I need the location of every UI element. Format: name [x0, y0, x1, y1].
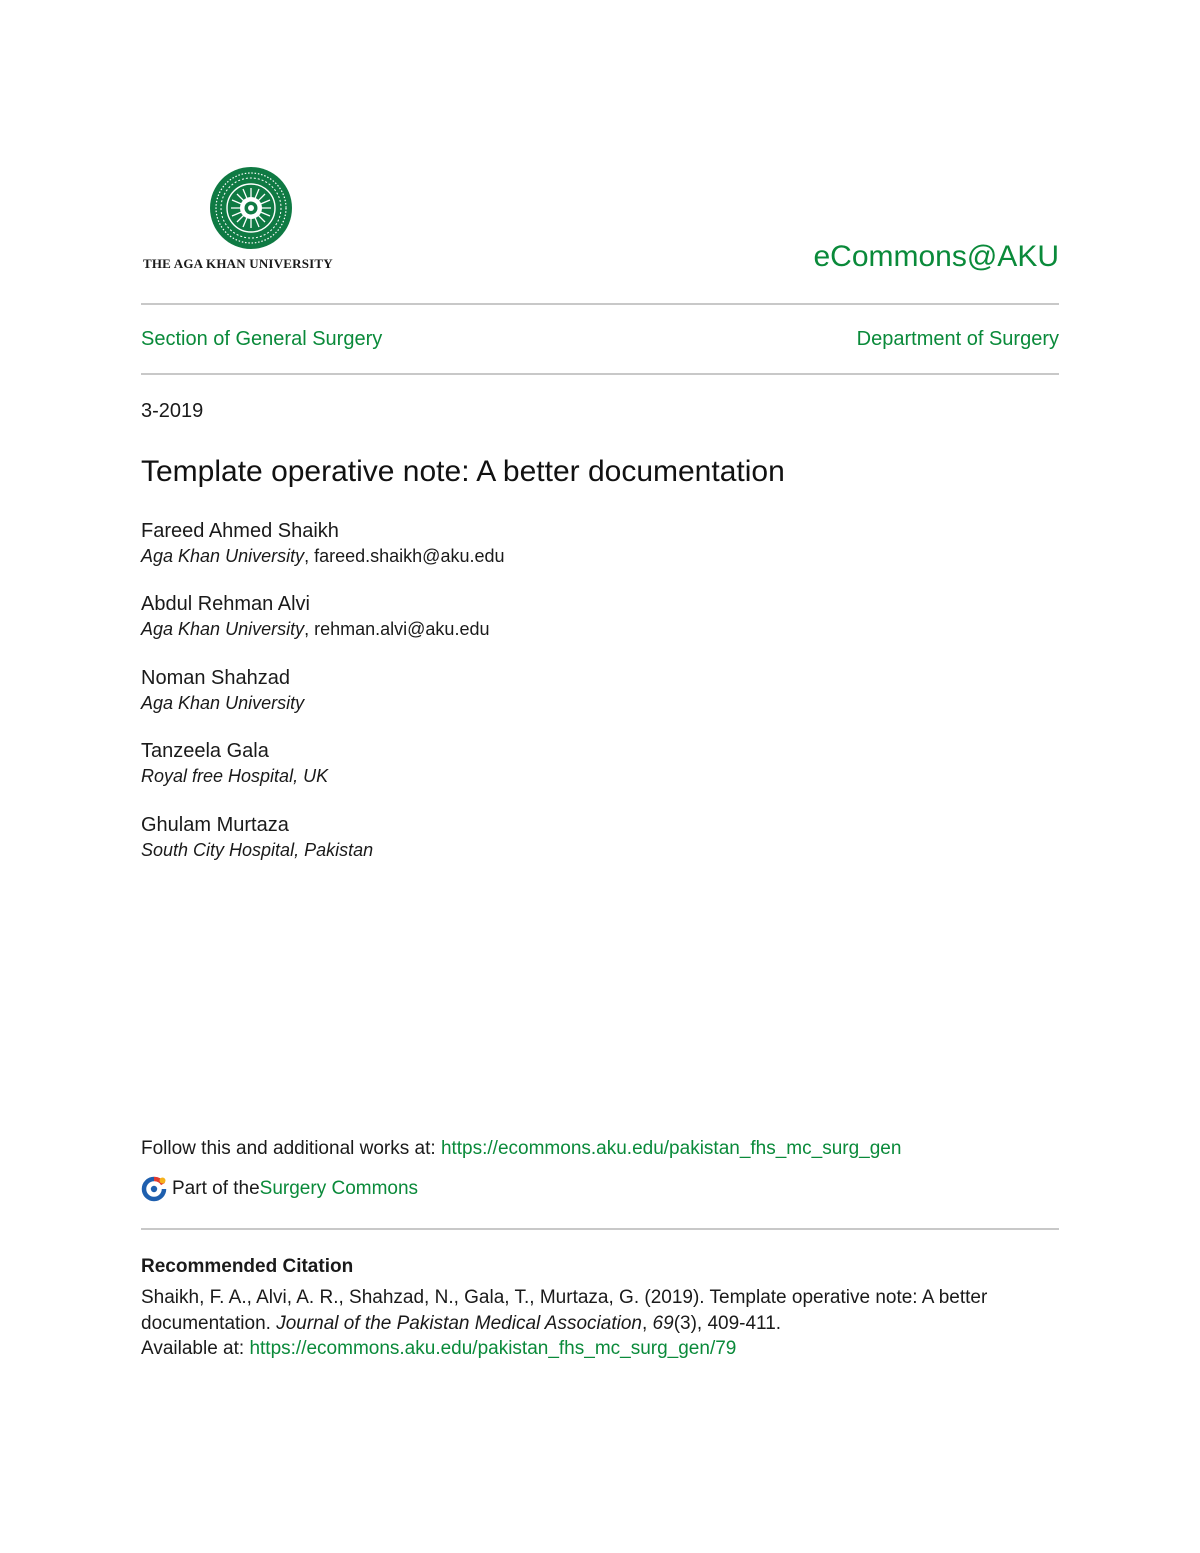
- available-at-line: [141, 1338, 736, 1360]
- author-affiliation: [141, 838, 373, 862]
- affiliation-text: Aga Khan University: [141, 693, 305, 713]
- author-name: Noman Shahzad: [141, 667, 290, 689]
- available-url-link[interactable]: https://ecommons.aku.edu/pakistan_fhs_mc_surg_gen/79: [249, 1338, 737, 1359]
- top-divider: [141, 303, 1059, 305]
- citation-authors-title: Shaikh, F. A., Alvi, A. R., Shahzad, N., Gala, T., Murtaza, G. (2019). Template operative note: A better documentation.: [141, 1287, 988, 1334]
- recommended-citation-heading: Recommended Citation: [141, 1256, 354, 1277]
- author-affiliation: [141, 764, 328, 788]
- author-affiliation: [141, 691, 304, 715]
- citation-text: [141, 1285, 1059, 1337]
- footer-divider: [141, 1228, 1059, 1230]
- author-name: Abdul Rehman Alvi: [141, 593, 310, 615]
- author-entry: [141, 518, 505, 568]
- author-email: fareed.shaikh@aku.edu: [314, 546, 505, 566]
- author-entry: [141, 591, 489, 641]
- author-name: Ghulam Murtaza: [141, 814, 289, 836]
- ecommons-brand-link[interactable]: eCommons@AKU: [813, 240, 1059, 273]
- available-label: Available at:: [141, 1338, 250, 1359]
- bepress-network-icon: [141, 1176, 167, 1202]
- publication-date: 3-2019: [141, 400, 204, 422]
- author-entry: [141, 812, 373, 862]
- citation-journal: Journal of the Pakistan Medical Association: [276, 1313, 642, 1334]
- affiliation-text: Aga Khan University: [141, 546, 305, 566]
- author-affiliation: Aga Khan University, rehman.alvi@aku.edu: [141, 619, 490, 639]
- citation-volume: 69: [652, 1313, 674, 1334]
- aku-seal-icon: [209, 166, 293, 250]
- part-of-line: [141, 1176, 418, 1202]
- affiliation-text: Royal free Hospital, UK: [141, 766, 329, 786]
- follow-url-link[interactable]: https://ecommons.aku.edu/pakistan_fhs_mc_surg_gen: [440, 1138, 902, 1159]
- paper-title: Template operative note: A better documentation: [141, 455, 785, 488]
- affiliation-text: Aga Khan University: [141, 619, 305, 639]
- part-of-label: Part of the: [172, 1178, 260, 1199]
- author-name: Fareed Ahmed Shaikh: [141, 520, 339, 542]
- university-logo-text: THE AGA KHAN UNIVERSITY: [143, 256, 333, 271]
- section-link[interactable]: Section of General Surgery: [141, 328, 383, 350]
- author-entry: [141, 665, 304, 715]
- author-email: rehman.alvi@aku.edu: [314, 619, 490, 639]
- author-entry: [141, 738, 328, 788]
- surgery-commons-link[interactable]: Surgery Commons: [259, 1178, 419, 1199]
- citation-separator: ,: [641, 1313, 653, 1334]
- department-link[interactable]: Department of Surgery: [856, 328, 1059, 350]
- author-name: Tanzeela Gala: [141, 740, 269, 762]
- nav-divider: [141, 373, 1059, 375]
- author-affiliation: Aga Khan University, fareed.shaikh@aku.edu: [141, 546, 505, 566]
- follow-label: Follow this and additional works at:: [141, 1138, 441, 1159]
- follow-line: [141, 1138, 901, 1160]
- citation-issue-pages: (3), 409-411.: [673, 1313, 782, 1334]
- affiliation-text: South City Hospital, Pakistan: [141, 840, 374, 860]
